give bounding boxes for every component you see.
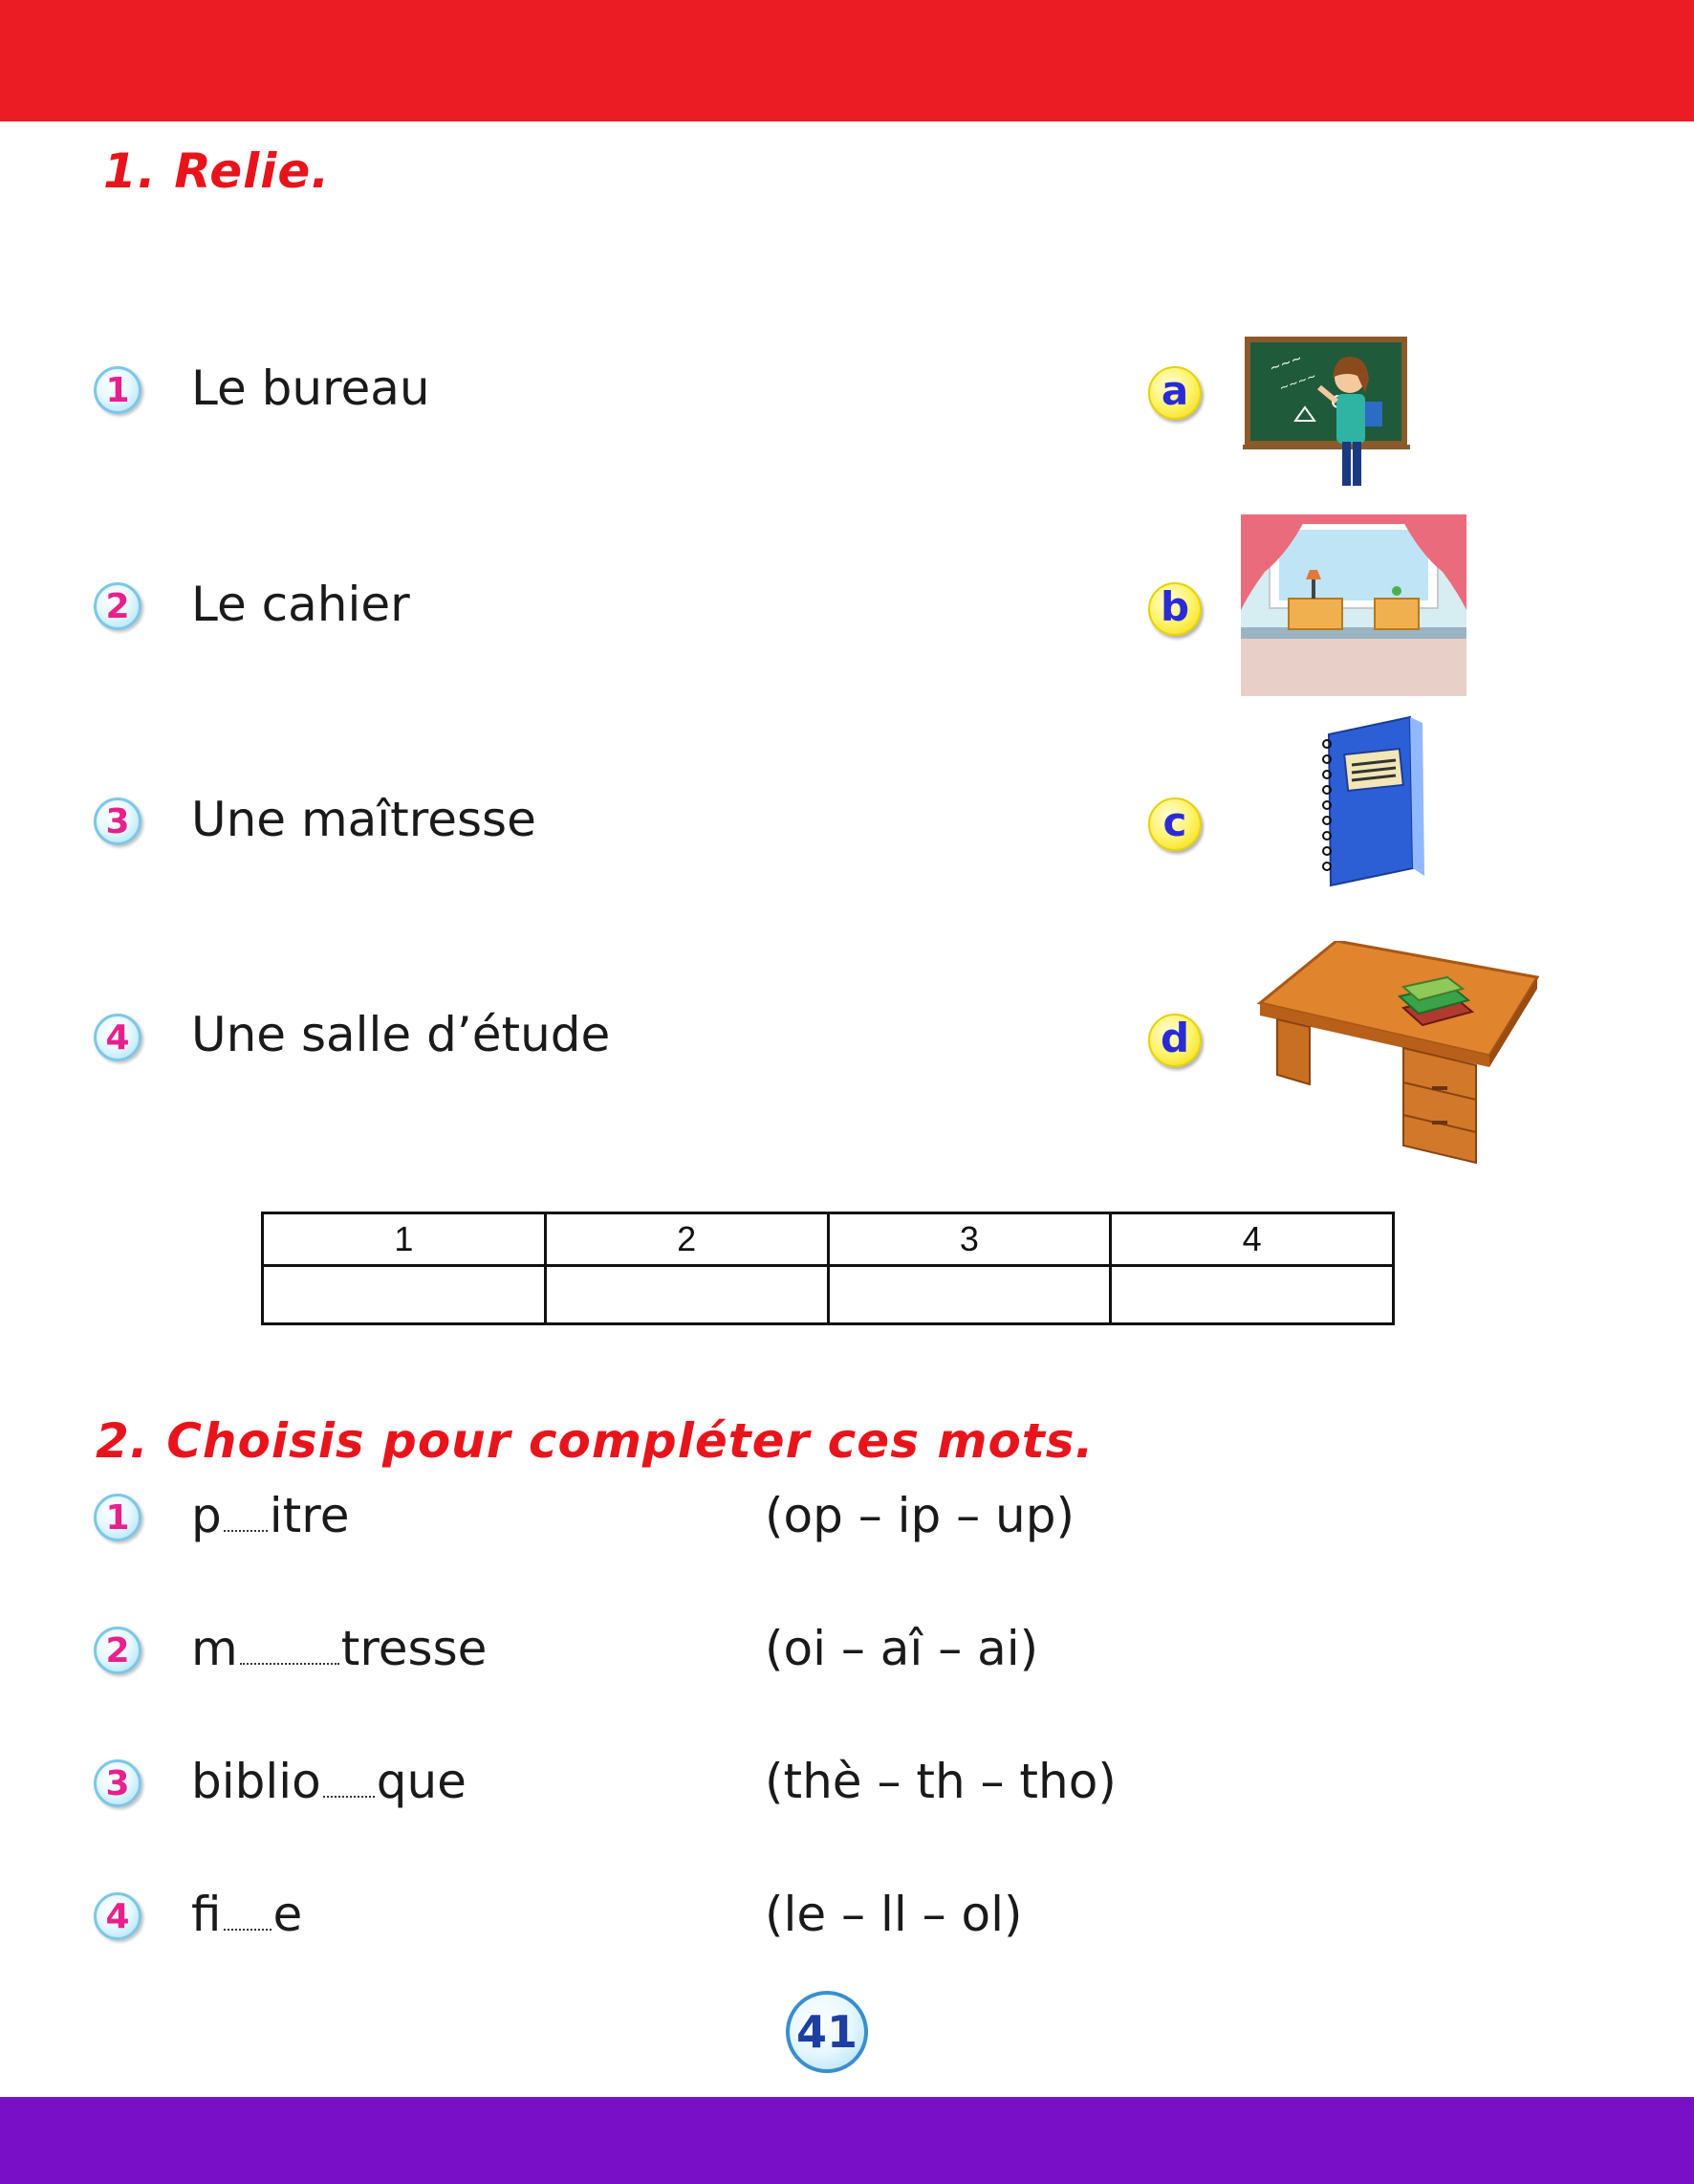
item-number-badge: 3 — [94, 1759, 141, 1807]
item-number-badge: 2 — [94, 1627, 141, 1674]
letter-options: (le – ll – ol) — [765, 1887, 1023, 1942]
fill-word — [191, 1887, 302, 1942]
item-number-badge: 1 — [94, 366, 141, 414]
answer-table-header: 3 — [828, 1213, 1111, 1266]
item-number-badge: 4 — [94, 1892, 141, 1940]
fill-word — [191, 1621, 487, 1676]
blue-notebook-image — [1310, 715, 1429, 893]
letter-badge-b: b — [1148, 582, 1202, 636]
teacher-chalkboard-image — [1243, 335, 1410, 488]
letter-options: (oi – aî – ai) — [765, 1621, 1039, 1676]
item-number-badge: 2 — [94, 582, 141, 630]
answer-cell[interactable] — [1111, 1266, 1394, 1324]
letter-badge-d: d — [1148, 1014, 1202, 1067]
answer-table-header: 4 — [1111, 1213, 1394, 1266]
fill-word — [191, 1754, 467, 1809]
word-start: m — [191, 1621, 238, 1676]
word-end: e — [272, 1887, 303, 1942]
blank-gap[interactable] — [224, 1927, 271, 1931]
wooden-desk-image — [1250, 941, 1542, 1170]
answer-cell[interactable] — [545, 1266, 828, 1324]
page-number: 41 — [786, 1991, 868, 2073]
letter-options: (thè – th – tho) — [765, 1754, 1117, 1809]
blank-gap[interactable] — [323, 1794, 375, 1798]
word-end: itre — [269, 1488, 350, 1543]
fill-word — [191, 1488, 349, 1543]
answer-table-header: 1 — [263, 1213, 546, 1266]
item-number-badge: 3 — [94, 797, 141, 845]
section1-title: 1. Relie. — [103, 143, 331, 199]
svg-text:~~~: ~~~ — [1267, 350, 1305, 377]
match-item-text: Le cahier — [191, 577, 410, 632]
answer-cell[interactable] — [828, 1266, 1111, 1324]
word-start: p — [191, 1488, 222, 1543]
match-item-text: Une salle d’étude — [191, 1007, 611, 1062]
word-start: fi — [191, 1887, 222, 1942]
word-end: que — [376, 1754, 467, 1809]
section2-title: 2. Choisis pour compléter ces mots. — [96, 1413, 1095, 1469]
letter-badge-a: a — [1148, 366, 1202, 420]
blank-gap[interactable] — [224, 1528, 268, 1532]
word-start: biblio — [191, 1754, 321, 1809]
answer-cell[interactable] — [263, 1266, 546, 1324]
item-number-badge: 1 — [94, 1494, 141, 1541]
svg-text:~~~~: ~~~~ — [1277, 368, 1318, 395]
letter-options: (op – ip – up) — [765, 1488, 1075, 1543]
letter-badge-c: c — [1148, 797, 1202, 851]
study-room-image — [1241, 514, 1466, 696]
bottom-color-band — [0, 2097, 1694, 2184]
match-item-text: Une maîtresse — [191, 792, 536, 847]
answer-table-header: 2 — [545, 1213, 828, 1266]
blank-gap[interactable] — [240, 1661, 339, 1665]
answer-table — [261, 1212, 1395, 1325]
item-number-badge: 4 — [94, 1014, 141, 1061]
word-end: tresse — [340, 1621, 488, 1676]
top-color-band — [0, 0, 1694, 121]
match-item-text: Le bureau — [191, 360, 430, 416]
